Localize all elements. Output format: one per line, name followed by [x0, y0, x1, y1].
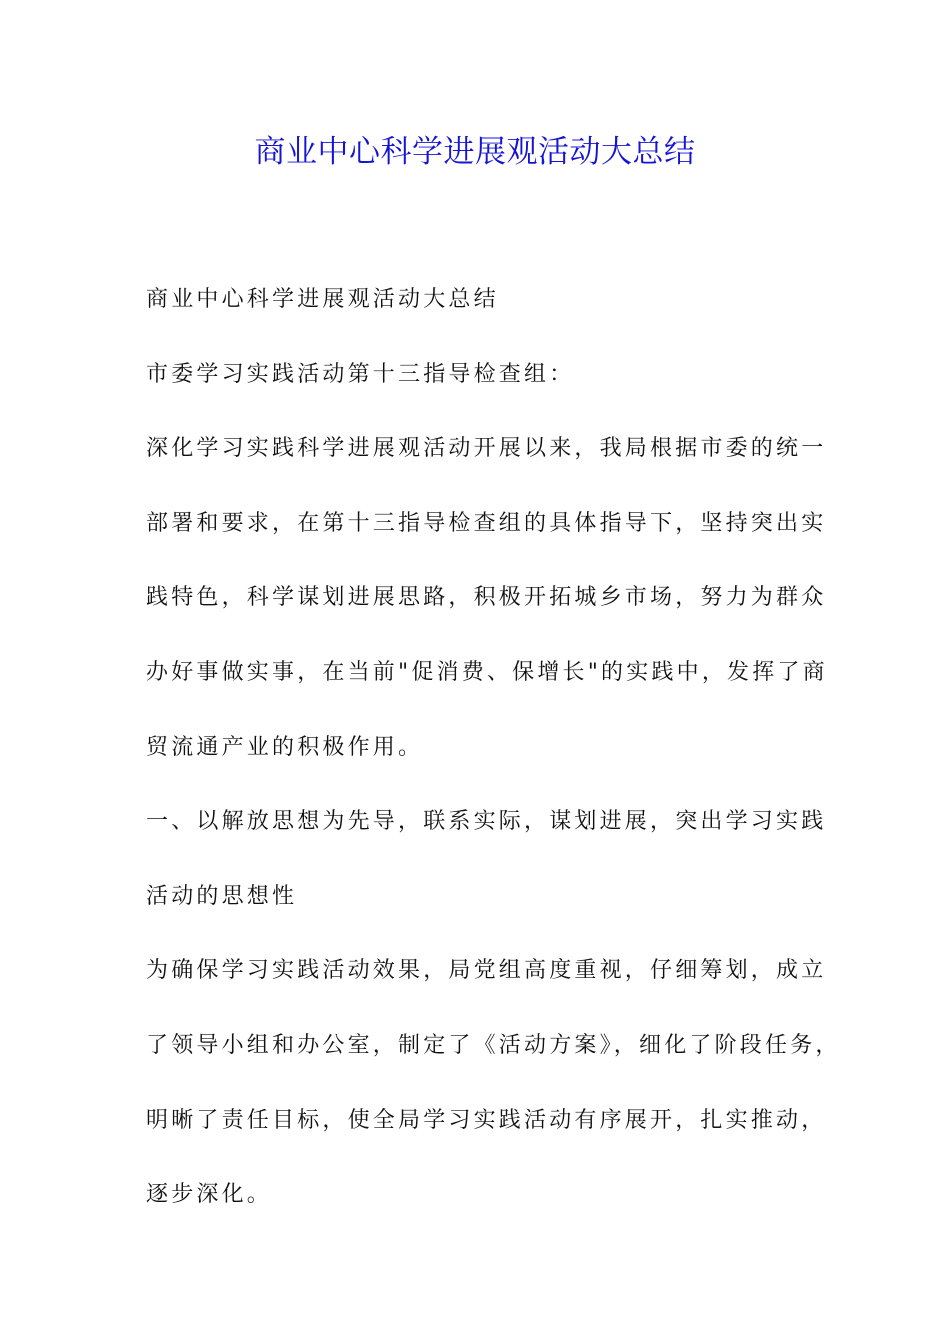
body-line: 明晰了责任目标，使全局学习实践活动有序展开，扎实推动， — [146, 1107, 827, 1133]
body-line: 贸流通产业的积极作用。 — [146, 734, 424, 760]
body-line: 活动的思想性 — [146, 883, 298, 909]
body-line: 市委学习实践活动第十三指导检查组： — [146, 361, 575, 387]
body-line: 践特色，科学谋划进展思路，积极开拓城乡市场，努力为群众 — [146, 585, 827, 611]
document-body — [146, 263, 841, 1233]
body-line: 部署和要求，在第十三指导检查组的具体指导下，坚持突出实 — [146, 510, 827, 536]
body-line: 逐步深化。 — [146, 1182, 273, 1208]
body-line: 为确保学习实践活动效果，局党组高度重视，仔细筹划，成立 — [146, 958, 827, 984]
document-title: 商业中心科学进展观活动大总结 — [254, 134, 696, 170]
body-line: 深化学习实践科学进展观活动开展以来，我局根据市委的统一 — [146, 436, 827, 462]
body-line: 办好事做实事，在当前"促消费、保增长"的实践中，发挥了商 — [146, 659, 828, 685]
body-line: 商业中心科学进展观活动大总结 — [146, 287, 499, 312]
body-line: 了领导小组和办公室，制定了《活动方案》，细化了阶段任务， — [146, 1032, 841, 1058]
body-line: 一、以解放思想为先导，联系实际，谋划进展，突出学习实践 — [146, 809, 827, 835]
